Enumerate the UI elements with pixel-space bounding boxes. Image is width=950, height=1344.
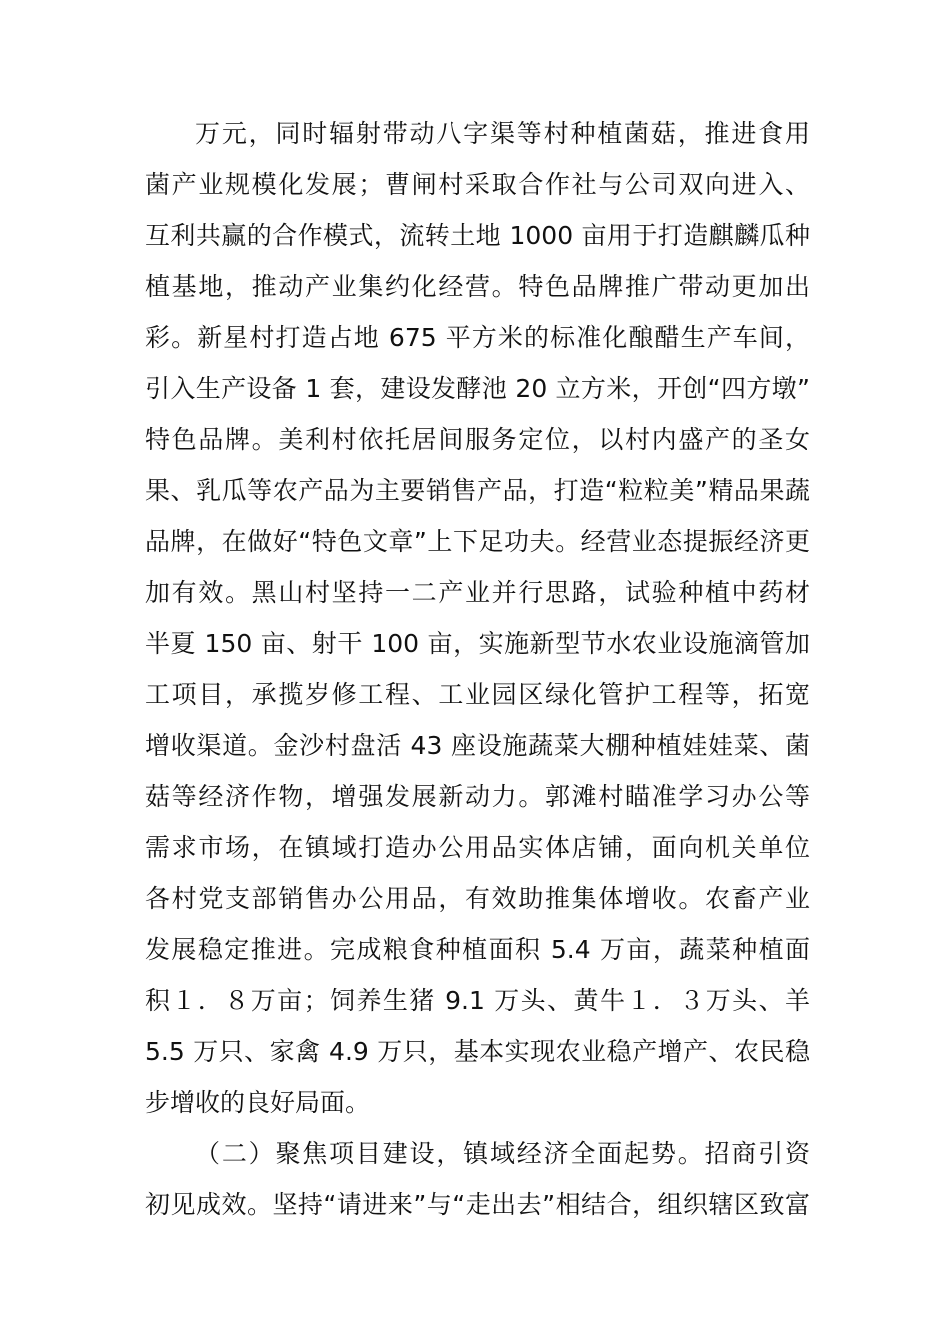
paragraph-line-9: 品牌，在做好“特色文章”上下足功夫。经营业态提振经济更 xyxy=(145,527,810,556)
paragraph-line-3: 互利共赢的合作模式，流转土地 1000 亩用于打造麒麟瓜种 xyxy=(145,221,810,250)
paragraph-line-1: 万元，同时辐射带动八字渠等村种植菌菇，推进食用 xyxy=(195,119,810,148)
paragraph-line-2: 菌产业规模化发展；曹闸村采取合作社与公司双向进入、 xyxy=(145,170,810,199)
paragraph-line-13: 增收渠道。金沙村盘活 43 座设施蔬菜大棚种植娃娃菜、菌 xyxy=(145,731,810,760)
paragraph-line-12: 工项目，承揽岁修工程、工业园区绿化管护工程等，拓宽 xyxy=(145,680,810,709)
paragraph-line-11: 半夏 150 亩、射干 100 亩，实施新型节水农业设施滴管加 xyxy=(145,629,810,658)
paragraph-line-20: 步增收的良好局面。 xyxy=(145,1088,371,1117)
paragraph-line-21: （二）聚焦项目建设，镇域经济全面起势。招商引资 xyxy=(195,1139,810,1168)
paragraph-line-15: 需求市场，在镇域打造办公用品实体店铺，面向机关单位 xyxy=(145,833,810,862)
paragraph-line-19: 5.5 万只、家禽 4.9 万只，基本实现农业稳产增产、农民稳 xyxy=(145,1037,810,1066)
paragraph-line-4: 植基地，推动产业集约化经营。特色品牌推广带动更加出 xyxy=(145,272,810,301)
paragraph-line-8: 果、乳瓜等农产品为主要销售产品，打造“粒粒美”精品果蔬 xyxy=(145,476,810,505)
paragraph-line-17: 发展稳定推进。完成粮食种植面积 5.4 万亩，蔬菜种植面 xyxy=(145,935,810,964)
paragraph-line-18: 积１．８万亩；饲养生猪 9.1 万头、黄牛１．３万头、羊 xyxy=(145,986,810,1015)
paragraph-line-22: 初见成效。坚持“请进来”与“走出去”相结合，组织辖区致富 xyxy=(145,1190,810,1219)
paragraph-line-16: 各村党支部销售办公用品，有效助推集体增收。农畜产业 xyxy=(145,884,810,913)
paragraph-line-7: 特色品牌。美利村依托居间服务定位，以村内盛产的圣女 xyxy=(145,425,810,454)
paragraph-line-6: 引入生产设备 1 套，建设发酵池 20 立方米，开创“四方墩” xyxy=(145,374,810,403)
paragraph-line-5: 彩。新星村打造占地 675 平方米的标准化酿醋生产车间， xyxy=(145,323,810,352)
paragraph-line-10: 加有效。黑山村坚持一二产业并行思路，试验种植中药材 xyxy=(145,578,810,607)
paragraph-line-14: 菇等经济作物，增强发展新动力。郭滩村瞄准学习办公等 xyxy=(145,782,810,811)
